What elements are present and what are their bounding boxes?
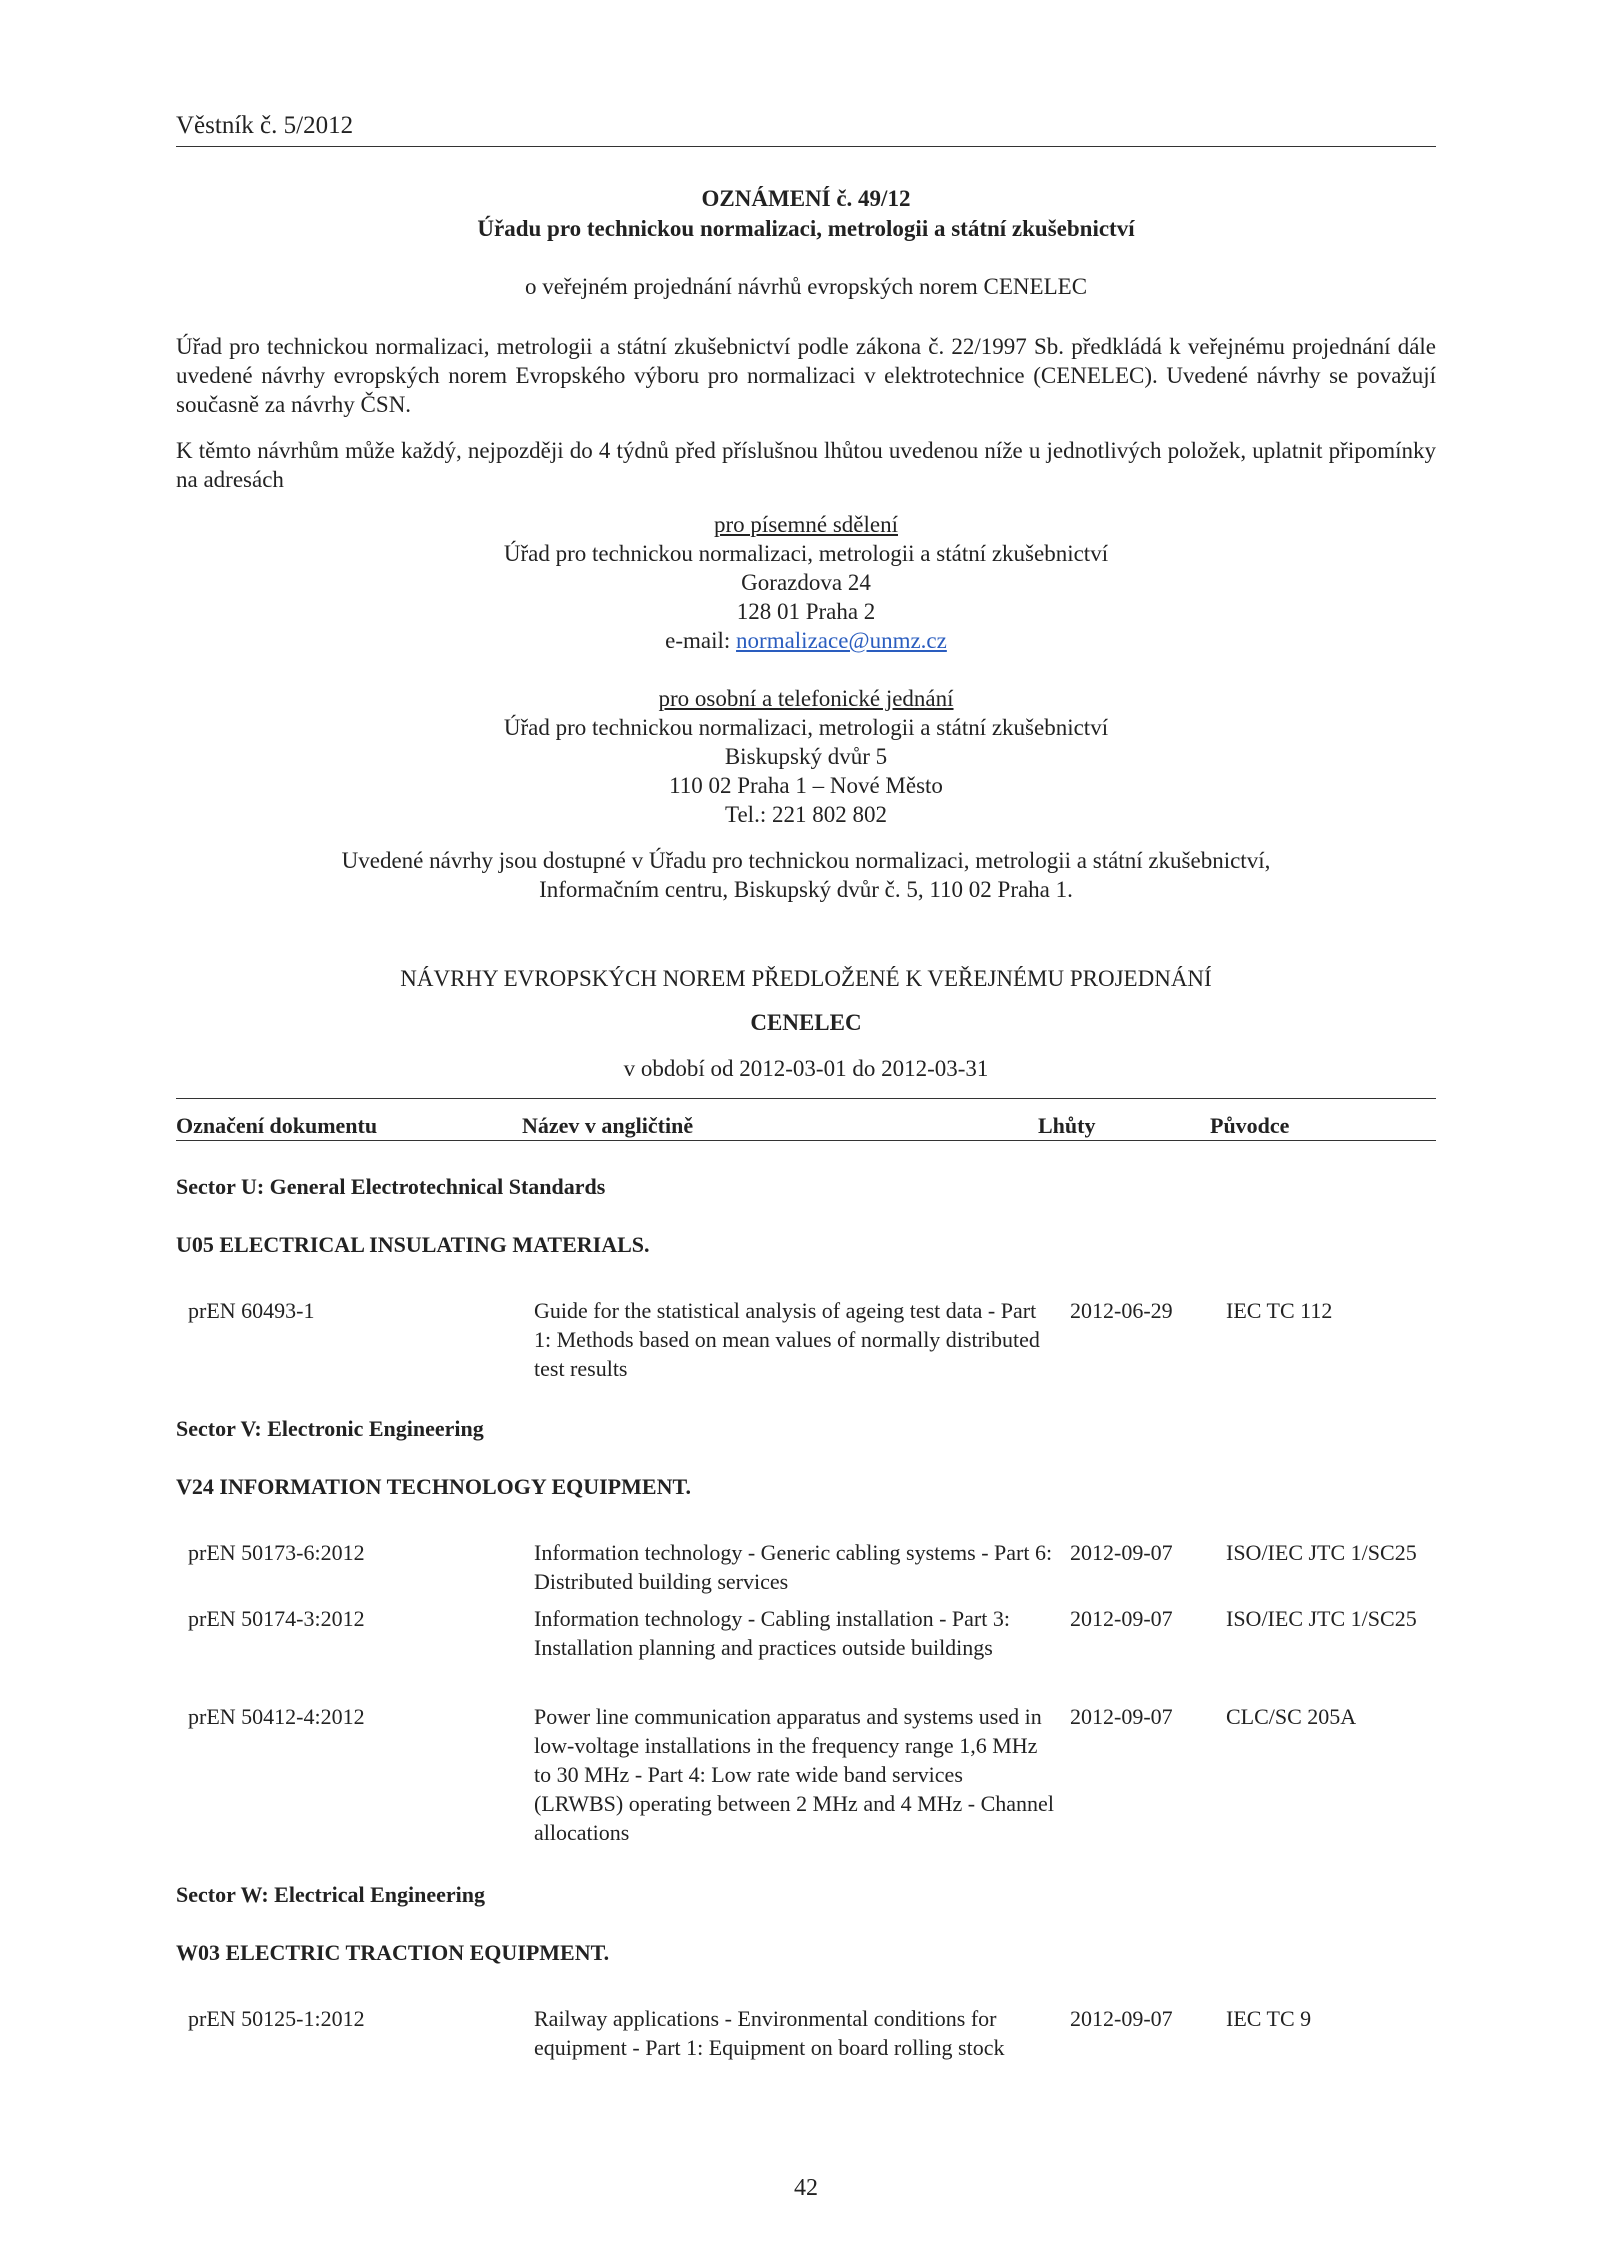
- document-title: Information technology - Cabling installation - Part 3: Installation planning and practices outside buildings: [534, 1606, 1010, 1660]
- running-header: Věstník č. 5/2012: [176, 112, 354, 139]
- document-title: Power line communication apparatus and systems used in low-voltage installations in the frequency range 1,6 MHz to 30 MHz - Part 4: Low rate wide band services (LRWBS) operating between 2 MHz and 4 MHz - Channel allocations: [534, 1704, 1054, 1845]
- document-id: prEN 50125-1:2012: [188, 2006, 365, 2031]
- availability-block: [176, 846, 1436, 904]
- column-header-document: Označení dokumentu: [176, 1113, 378, 1138]
- document-deadline: 2012-09-07: [1070, 1606, 1173, 1631]
- availability-line: Informačním centru, Biskupský dvůr č. 5, 110 02 Praha 1.: [539, 877, 1073, 902]
- listing-period: v období od 2012-03-01 do 2012-03-31: [623, 1056, 989, 1081]
- written-contact-street: Gorazdova 24: [741, 570, 871, 595]
- personal-contact-phone: Tel.: 221 802 802: [725, 802, 887, 827]
- document-origin: ISO/IEC JTC 1/SC25: [1226, 1540, 1417, 1565]
- column-header-title: Název v angličtině: [522, 1113, 694, 1138]
- listing-heading: NÁVRHY EVROPSKÝCH NOREM PŘEDLOŽENÉ K VEŘEJNÉMU PROJEDNÁNÍ: [400, 966, 1212, 991]
- notice-title: OZNÁMENÍ č. 49/12: [701, 186, 911, 211]
- document-title: Railway applications - Environmental conditions for equipment - Part 1: Equipment on board rolling stock: [534, 2006, 1005, 2060]
- document-title: Information technology - Generic cabling systems - Part 6: Distributed building services: [534, 1540, 1053, 1594]
- notice-subject: o veřejném projednání návrhů evropských norem CENELEC: [524, 274, 1088, 299]
- document-origin: IEC TC 112: [1226, 1298, 1333, 1323]
- document-title: Guide for the statistical analysis of ageing test data - Part 1: Methods based on mean values of normally distributed test results: [534, 1298, 1040, 1381]
- personal-contact-name: Úřad pro technickou normalizaci, metrologii a státní zkušebnictví: [503, 715, 1109, 740]
- email-link[interactable]: normalizace@unmz.cz: [736, 628, 947, 653]
- document-id: prEN 50173-6:2012: [188, 1540, 365, 1565]
- header-rule: [176, 146, 1436, 147]
- document-id: prEN 50174-3:2012: [188, 1606, 365, 1631]
- sector-heading: Sector U: General Electrotechnical Standards: [176, 1174, 606, 1199]
- email-label: e-mail:: [665, 628, 737, 653]
- column-header-origin: Původce: [1210, 1113, 1290, 1138]
- intro-paragraph: Úřad pro technickou normalizaci, metrologii a státní zkušebnictví podle zákona č. 22/1997 Sb. předkládá k veřejnému projednání dále uvedené návrhy evropských norem Evropského výboru pro normalizaci v elektrotechnice (CENELEC). Uvedené návrhy se považují současně za návrhy ČSN.: [176, 334, 1436, 417]
- written-contact-name: Úřad pro technickou normalizaci, metrologii a státní zkušebnictví: [503, 541, 1109, 566]
- availability-line: Uvedené návrhy jsou dostupné v Úřadu pro technickou normalizaci, metrologii a státní zkušebnictví,: [341, 848, 1271, 873]
- personal-contact-heading: pro osobní a telefonické jednání: [658, 686, 954, 711]
- table-header-rule: [176, 1140, 1436, 1141]
- document-deadline: 2012-09-07: [1070, 2006, 1173, 2031]
- document-id: prEN 60493-1: [188, 1298, 315, 1323]
- personal-contact-city: 110 02 Praha 1 – Nové Město: [669, 773, 943, 798]
- sector-heading: Sector V: Electronic Engineering: [176, 1416, 484, 1441]
- personal-contact-block: [176, 684, 1436, 829]
- comments-paragraph: K těmto návrhům může každý, nejpozději do 4 týdnů před příslušnou lhůtou uvedenou níže u jednotlivých položek, uplatnit připomínky na adresách: [176, 438, 1436, 492]
- document-origin: CLC/SC 205A: [1226, 1704, 1357, 1729]
- group-heading: W03 ELECTRIC TRACTION EQUIPMENT.: [176, 1940, 610, 1965]
- document-origin: IEC TC 9: [1226, 2006, 1312, 2031]
- column-header-deadline: Lhůty: [1038, 1113, 1096, 1138]
- sector-heading: Sector W: Electrical Engineering: [176, 1882, 485, 1907]
- document-deadline: 2012-09-07: [1070, 1704, 1173, 1729]
- written-contact-city: 128 01 Praha 2: [736, 599, 876, 624]
- notice-authority: Úřadu pro technickou normalizaci, metrologii a státní zkušebnictví: [477, 216, 1135, 241]
- document-deadline: 2012-06-29: [1070, 1298, 1173, 1323]
- document-deadline: 2012-09-07: [1070, 1540, 1173, 1565]
- page-number: 42: [794, 2175, 818, 2201]
- written-contact-block: [176, 510, 1436, 655]
- written-contact-heading: pro písemné sdělení: [714, 512, 898, 537]
- table-top-rule: [176, 1098, 1436, 1099]
- document-id: prEN 50412-4:2012: [188, 1704, 365, 1729]
- document-origin: ISO/IEC JTC 1/SC25: [1226, 1606, 1417, 1631]
- personal-contact-street: Biskupský dvůr 5: [724, 744, 888, 769]
- group-heading: V24 INFORMATION TECHNOLOGY EQUIPMENT.: [176, 1474, 691, 1499]
- group-heading: U05 ELECTRICAL INSULATING MATERIALS.: [176, 1232, 650, 1257]
- listing-org: CENELEC: [750, 1010, 862, 1035]
